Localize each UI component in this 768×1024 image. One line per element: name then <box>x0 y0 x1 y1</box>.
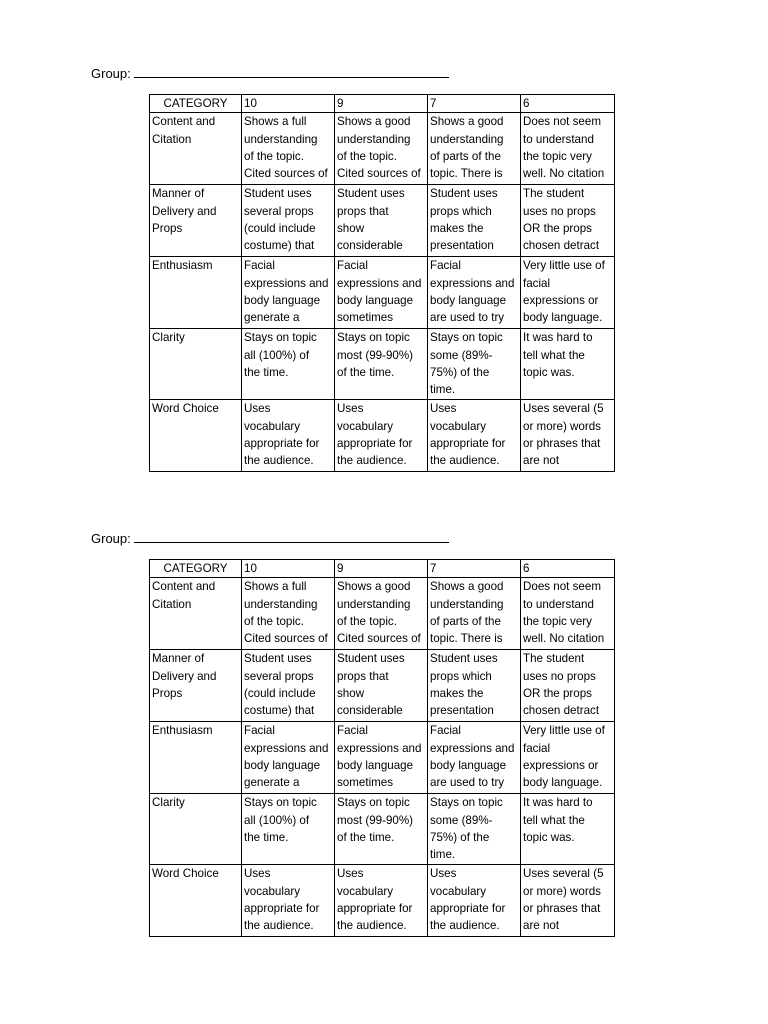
table-row <box>150 113 615 185</box>
criteria-cell: Stays on topic some (89%- 75%) of the time. <box>428 329 521 400</box>
header-score-7: 7 <box>428 95 521 113</box>
table-row <box>150 794 615 865</box>
group-line <box>91 66 449 82</box>
category-cell: Content and Citation <box>150 113 242 185</box>
criteria-cell: Stays on topic all (100%) of the time. <box>242 329 335 400</box>
criteria-cell: Uses several (5 or more) words or phrases that are not <box>521 865 615 937</box>
group-name-blank[interactable] <box>134 66 449 78</box>
header-score-9: 9 <box>335 560 428 578</box>
criteria-cell: Student uses several props (could include costume) that <box>242 185 335 257</box>
rubric-table <box>149 94 615 472</box>
category-cell: Clarity <box>150 329 242 400</box>
group-label: Group: <box>91 531 131 546</box>
criteria-cell: Shows a good understanding of the topic. Cited sources of <box>335 578 428 650</box>
criteria-cell: Uses vocabulary appropriate for the audience. <box>428 400 521 472</box>
header-score-6: 6 <box>521 95 615 113</box>
header-category: CATEGORY <box>150 95 242 113</box>
category-cell: Clarity <box>150 794 242 865</box>
criteria-cell: Very little use of facial expressions or body language. <box>521 257 615 329</box>
criteria-cell: Facial expressions and body language sometimes <box>335 722 428 794</box>
criteria-cell: Uses vocabulary appropriate for the audience. <box>335 400 428 472</box>
criteria-cell: Facial expressions and body language generate a <box>242 722 335 794</box>
category-cell: Enthusiasm <box>150 257 242 329</box>
criteria-cell: Student uses props which makes the presentation <box>428 650 521 722</box>
criteria-cell: It was hard to tell what the topic was. <box>521 794 615 865</box>
header-row <box>150 560 615 578</box>
category-cell: Manner of Delivery and Props <box>150 185 242 257</box>
header-row <box>150 95 615 113</box>
criteria-cell: Facial expressions and body language generate a <box>242 257 335 329</box>
rubric-table <box>149 559 615 937</box>
category-cell: Word Choice <box>150 865 242 937</box>
criteria-cell: Uses several (5 or more) words or phrases that are not <box>521 400 615 472</box>
criteria-cell: Uses vocabulary appropriate for the audience. <box>335 865 428 937</box>
category-cell: Content and Citation <box>150 578 242 650</box>
table-row <box>150 650 615 722</box>
criteria-cell: Uses vocabulary appropriate for the audience. <box>428 865 521 937</box>
criteria-cell: Very little use of facial expressions or body language. <box>521 722 615 794</box>
category-cell: Enthusiasm <box>150 722 242 794</box>
criteria-cell: Student uses props that show considerable <box>335 185 428 257</box>
criteria-cell: Student uses props which makes the presentation <box>428 185 521 257</box>
criteria-cell: Does not seem to understand the topic very well. No citation <box>521 578 615 650</box>
criteria-cell: Uses vocabulary appropriate for the audience. <box>242 400 335 472</box>
criteria-cell: Stays on topic most (99-90%) of the time. <box>335 794 428 865</box>
criteria-cell: Student uses props that show considerable <box>335 650 428 722</box>
category-cell: Word Choice <box>150 400 242 472</box>
category-cell: Manner of Delivery and Props <box>150 650 242 722</box>
criteria-cell: Facial expressions and body language sometimes <box>335 257 428 329</box>
group-label: Group: <box>91 66 131 81</box>
header-score-9: 9 <box>335 95 428 113</box>
criteria-cell: The student uses no props OR the props chosen detract <box>521 650 615 722</box>
header-score-10: 10 <box>242 560 335 578</box>
criteria-cell: Uses vocabulary appropriate for the audience. <box>242 865 335 937</box>
group-line <box>91 531 449 547</box>
criteria-cell: Does not seem to understand the topic very well. No citation <box>521 113 615 185</box>
header-score-7: 7 <box>428 560 521 578</box>
table-row <box>150 329 615 400</box>
criteria-cell: It was hard to tell what the topic was. <box>521 329 615 400</box>
criteria-cell: Shows a good understanding of parts of the topic. There is <box>428 578 521 650</box>
header-score-10: 10 <box>242 95 335 113</box>
criteria-cell: The student uses no props OR the props chosen detract <box>521 185 615 257</box>
table-row <box>150 185 615 257</box>
criteria-cell: Shows a good understanding of parts of the topic. There is <box>428 113 521 185</box>
criteria-cell: Stays on topic most (99-90%) of the time. <box>335 329 428 400</box>
criteria-cell: Student uses several props (could include costume) that <box>242 650 335 722</box>
table-row <box>150 865 615 937</box>
criteria-cell: Facial expressions and body language are used to try <box>428 722 521 794</box>
table-row <box>150 400 615 472</box>
criteria-cell: Shows a full understanding of the topic. Cited sources of <box>242 113 335 185</box>
criteria-cell: Stays on topic some (89%- 75%) of the time. <box>428 794 521 865</box>
criteria-cell: Shows a good understanding of the topic. Cited sources of <box>335 113 428 185</box>
criteria-cell: Facial expressions and body language are used to try <box>428 257 521 329</box>
criteria-cell: Shows a full understanding of the topic. Cited sources of <box>242 578 335 650</box>
table-row <box>150 578 615 650</box>
criteria-cell: Stays on topic all (100%) of the time. <box>242 794 335 865</box>
table-row <box>150 257 615 329</box>
table-row <box>150 722 615 794</box>
header-score-6: 6 <box>521 560 615 578</box>
group-name-blank[interactable] <box>134 531 449 543</box>
header-category: CATEGORY <box>150 560 242 578</box>
